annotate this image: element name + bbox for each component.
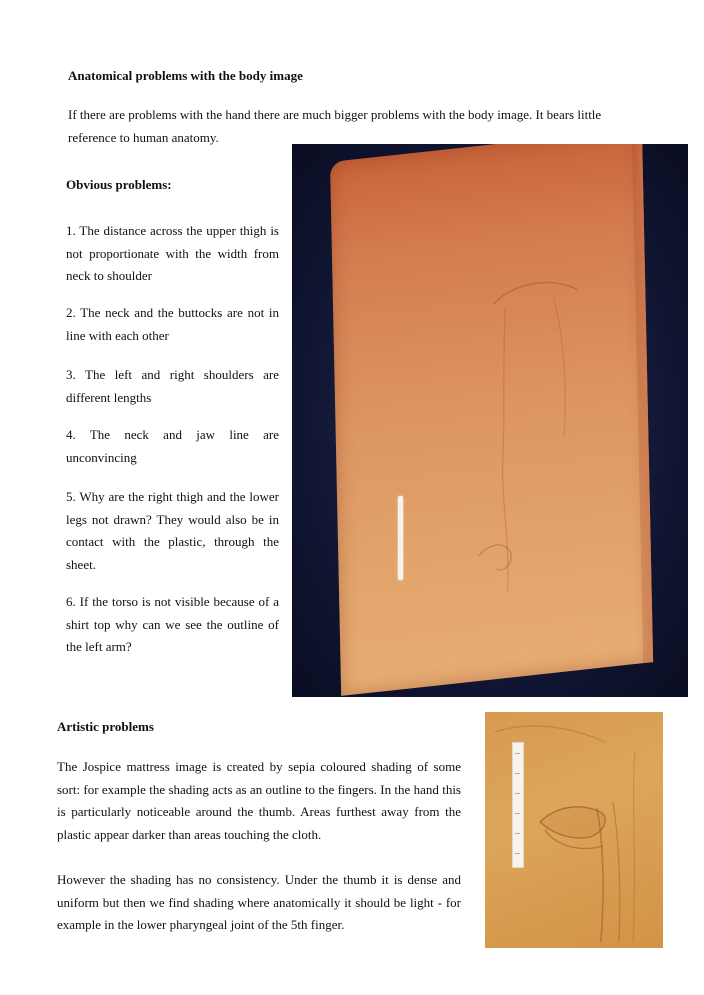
body-image-trace	[452, 252, 609, 608]
problem-item-4: 4. The neck and jaw line are unconvincing	[66, 427, 279, 465]
problem-item-5: 5. Why are the right thigh and the lower legs not drawn? They would also be in contact with the plastic, through the sheet.	[66, 489, 279, 572]
ruler	[512, 742, 524, 868]
problem-item-6: 6. If the torso is not visible because of a shirt top why can we see the outline of the left arm?	[66, 594, 279, 654]
problem-item-2: 2. The neck and the buttocks are not in line with each other	[66, 305, 279, 343]
mattress	[330, 144, 653, 696]
mattress-photo	[292, 144, 688, 697]
problem-item-1: 1. The distance across the upper thigh is not proportionate with the width from neck to shoulder	[66, 223, 279, 283]
artistic-paragraph-1: The Jospice mattress image is created by sepia coloured shading of some sort: for example the shading acts as an outline to the fingers. In the hand this is particularly noticeable around the thumb. Areas furthest away from the plastic appear darker than areas touching the cloth.	[57, 759, 461, 842]
problem-item-3: 3. The left and right shoulders are different lengths	[66, 367, 279, 405]
intro-paragraph: If there are problems with the hand there are much bigger problems with the body image. It bears little reference to human anatomy.	[68, 107, 602, 145]
ruler	[398, 496, 403, 580]
artistic-problems-heading: Artistic problems	[57, 719, 154, 734]
hand-closeup-photo	[485, 712, 663, 948]
obvious-problems-heading: Obvious problems:	[66, 177, 172, 192]
artistic-paragraph-2: However the shading has no consistency. Under the thumb it is dense and uniform but then we find shading where anatomically it should be light - for example in the lower pharyngeal joint of the 5th finger.	[57, 872, 461, 932]
page-title: Anatomical problems with the body image	[68, 68, 303, 83]
